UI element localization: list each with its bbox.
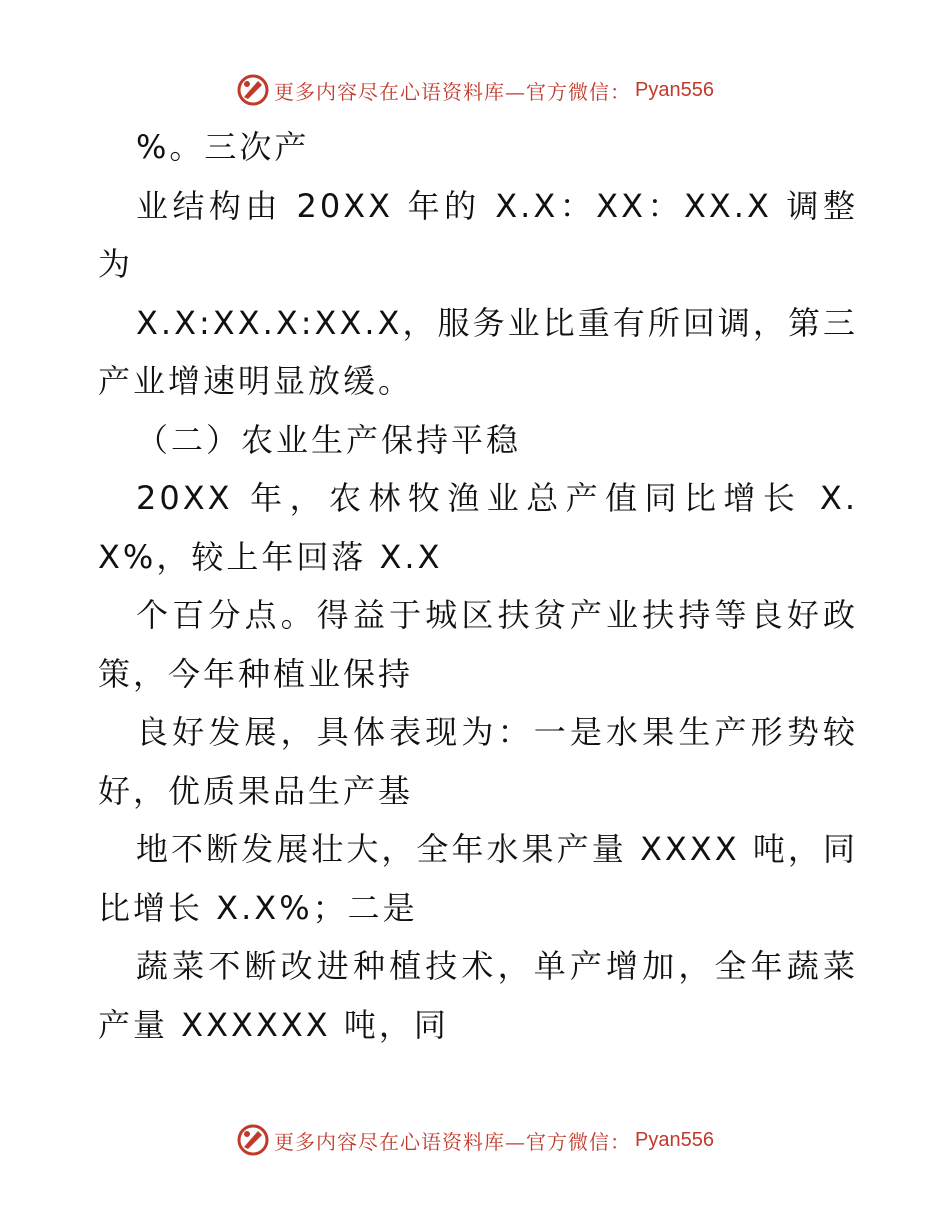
- quill-circle-icon: [236, 1123, 270, 1157]
- document-body: [98, 118, 858, 1054]
- paragraph: 良好发展，具体表现为：一是水果生产形势较好，优质果品生产基: [98, 713, 858, 810]
- paragraph: 个百分点。得益于城区扶贫产业扶持等良好政策，今年种植业保持: [98, 596, 858, 693]
- header-watermark: [0, 70, 950, 110]
- footer-watermark: [0, 1120, 950, 1160]
- paragraph: 20XX 年，农林牧渔业总产值同比增长 X.X%，较上年回落 X.X: [98, 479, 858, 576]
- watermark-text: 更多内容尽在心语资料库—官方微信：: [274, 1129, 632, 1154]
- watermark-text: 更多内容尽在心语资料库—官方微信：: [274, 79, 632, 104]
- quill-circle-icon: [236, 73, 270, 107]
- paragraph: 地不断发展壮大，全年水果产量 XXXX 吨，同比增长 X.X%；二是: [98, 830, 858, 927]
- paragraph: 蔬菜不断改进种植技术，单产增加，全年蔬菜产量 XXXXXX 吨，同: [98, 947, 858, 1044]
- paragraph: X.X:XX.X:XX.X，服务业比重有所回调，第三产业增速明显放缓。: [98, 303, 858, 400]
- section-heading: （二）农业生产保持平稳: [136, 420, 522, 459]
- paragraph: %。三次产: [136, 128, 310, 166]
- watermark-account: Pyan556: [635, 1128, 714, 1151]
- watermark-account: Pyan556: [635, 78, 714, 101]
- paragraph: 业结构由 20XX 年的 X.X：XX：XX.X 调整为: [98, 186, 858, 283]
